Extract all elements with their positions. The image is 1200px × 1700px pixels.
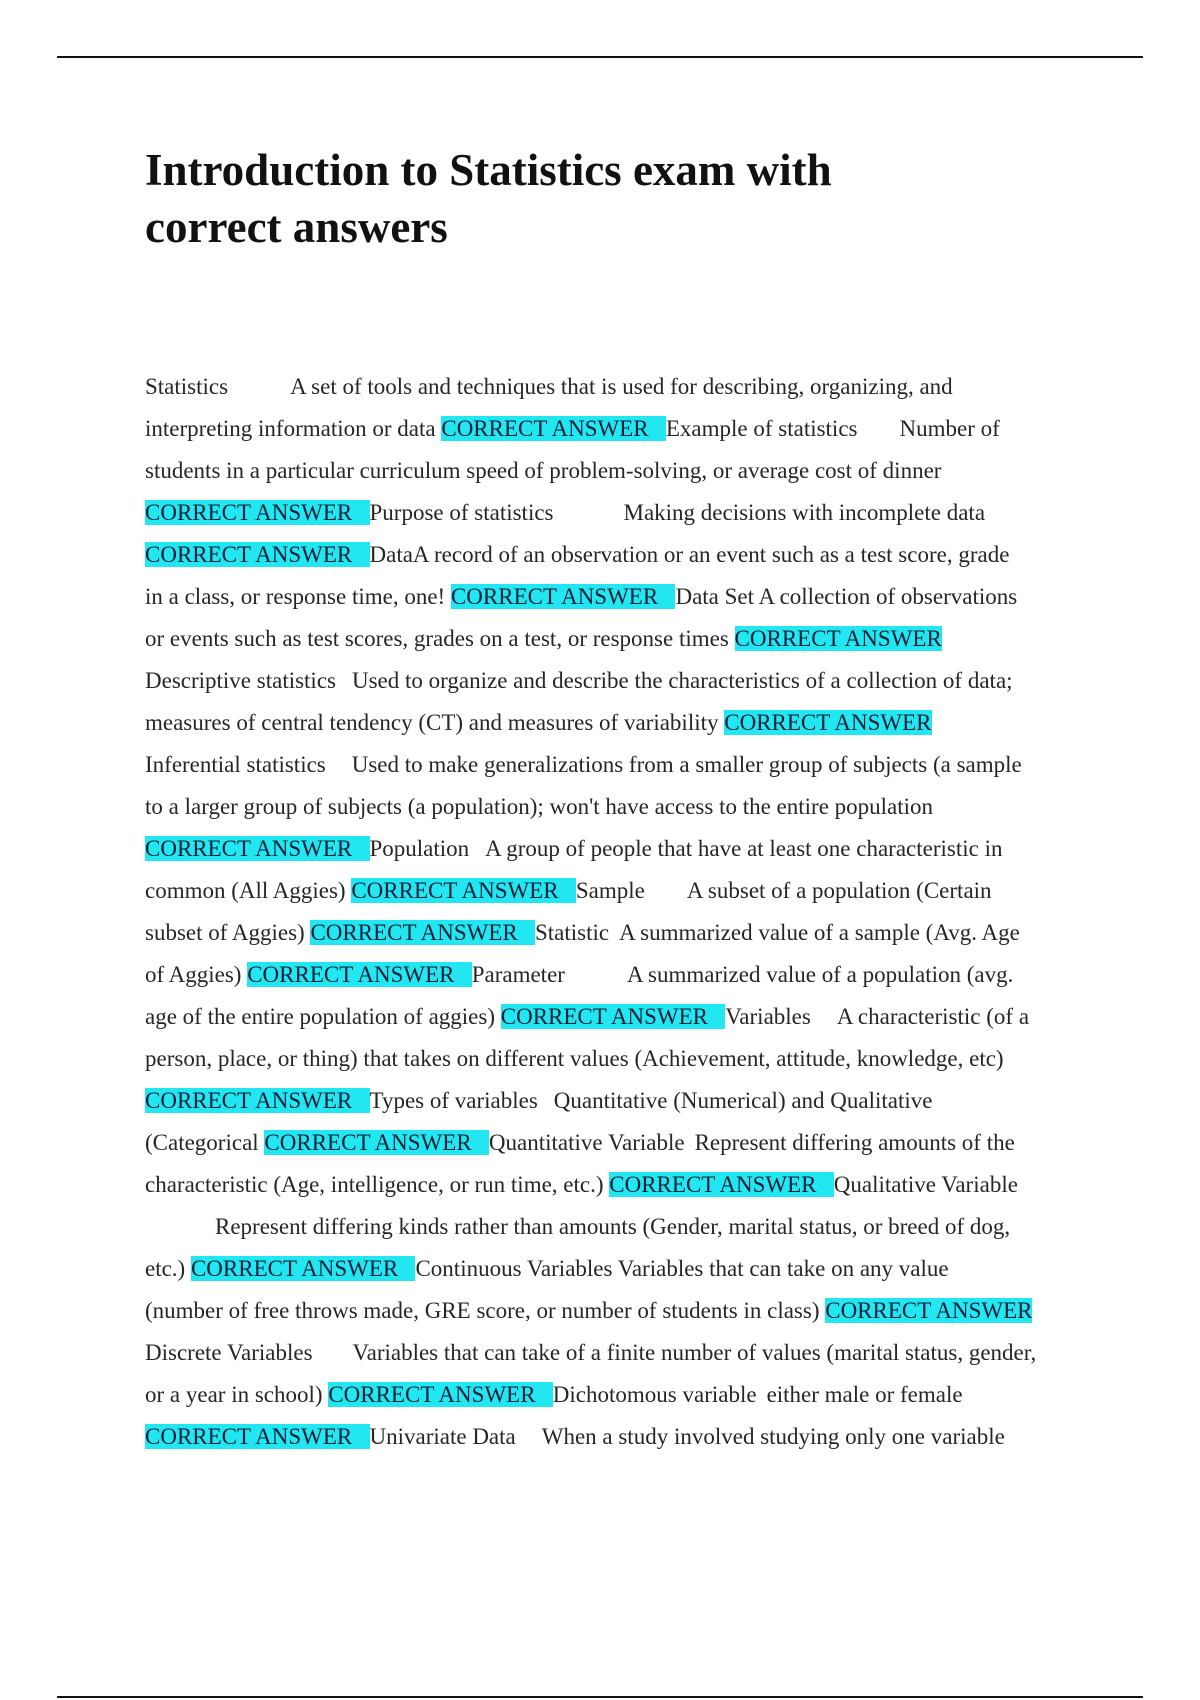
text-line — [145, 408, 1090, 450]
text-line — [145, 1416, 1090, 1458]
definition: (Categorical — [145, 1130, 265, 1155]
text-line — [145, 366, 1090, 408]
term: Sample — [575, 878, 645, 903]
definition: etc.) — [145, 1256, 191, 1281]
term: Population — [369, 836, 470, 861]
correct-answer-highlight: CORRECT ANSWER — [609, 1172, 834, 1197]
text-line — [145, 996, 1090, 1038]
definition: subset of Aggies) — [145, 920, 311, 945]
term: Descriptive statistics — [145, 668, 336, 693]
definition: students in a particular curriculum speed of problem-solving, or average cost of dinner — [145, 458, 942, 483]
correct-answer-highlight: CORRECT ANSWER — [734, 626, 942, 651]
definition: Represent differing kinds rather than amounts (Gender, marital status, or breed of dog, — [215, 1214, 1011, 1239]
definition: Represent differing amounts of the — [694, 1130, 1015, 1155]
text-line — [145, 618, 1090, 660]
term: Continuous Variables Variables that can take on any value — [415, 1256, 949, 1281]
text-line — [145, 1374, 1090, 1416]
definition: in a class, or response time, one! — [145, 584, 451, 609]
correct-answer-highlight: CORRECT ANSWER — [825, 1298, 1033, 1323]
definition: A subset of a population (Certain — [686, 878, 992, 903]
text-line — [145, 702, 1090, 744]
text-line — [145, 1080, 1090, 1122]
text-line — [145, 660, 1090, 702]
definition: (number of free throws made, GRE score, or number of students in class) — [145, 1298, 826, 1323]
term: Quantitative Variable — [488, 1130, 685, 1155]
title-line-2: correct answers — [145, 202, 448, 252]
definition: characteristic (Age, intelligence, or run time, etc.) — [145, 1172, 610, 1197]
text-line — [145, 576, 1090, 618]
correct-answer-highlight: CORRECT ANSWER — [145, 1088, 370, 1113]
definition: or events such as test scores, grades on a test, or response times — [145, 626, 735, 651]
definition: person, place, or thing) that takes on different values (Achievement, attitude, knowledge, etc) — [145, 1046, 1004, 1071]
definition: common (All Aggies) — [145, 878, 352, 903]
correct-answer-highlight: CORRECT ANSWER — [247, 962, 472, 987]
correct-answer-highlight: CORRECT ANSWER — [145, 542, 370, 567]
term: Statistics — [145, 374, 229, 399]
definition: to a larger group of subjects (a population); won't have access to the entire population — [145, 794, 934, 819]
text-line — [145, 1164, 1090, 1206]
definition: Used to make generalizations from a smaller group of subjects (a sample — [351, 752, 1022, 777]
correct-answer-highlight: CORRECT ANSWER — [501, 1004, 726, 1029]
text-line — [145, 828, 1090, 870]
definition: A group of people that have at least one characteristic in — [485, 836, 1003, 861]
text-line — [145, 1038, 1090, 1080]
term: Example of statistics — [665, 416, 858, 441]
correct-answer-highlight: CORRECT ANSWER — [441, 416, 666, 441]
correct-answer-highlight: CORRECT ANSWER — [310, 920, 535, 945]
definition: Quantitative (Numerical) and Qualitative — [553, 1088, 933, 1113]
term: Inferential statistics — [145, 752, 326, 777]
term: Purpose of statistics — [369, 500, 554, 525]
text-line — [145, 1332, 1090, 1374]
definition: A set of tools and techniques that is used for describing, organizing, and — [290, 374, 953, 399]
bottom-rule — [57, 1696, 1143, 1698]
document-title — [145, 142, 1045, 256]
definition: measures of central tendency (CT) and measures of variability — [145, 710, 725, 735]
definition: interpreting information or data — [145, 416, 442, 441]
correct-answer-highlight: CORRECT ANSWER — [145, 836, 370, 861]
title-line-1: Introduction to Statistics exam with — [145, 145, 832, 195]
correct-answer-highlight: CORRECT ANSWER — [145, 1424, 370, 1449]
text-line — [145, 1206, 1090, 1248]
correct-answer-highlight: CORRECT ANSWER — [145, 500, 370, 525]
definition: A summarized value of a population (avg. — [626, 962, 1014, 987]
definition: age of the entire population of aggies) — [145, 1004, 501, 1029]
correct-answer-highlight: CORRECT ANSWER — [328, 1382, 553, 1407]
correct-answer-highlight: CORRECT ANSWER — [351, 878, 576, 903]
correct-answer-highlight: CORRECT ANSWER — [451, 584, 676, 609]
text-line — [145, 786, 1090, 828]
text-line — [145, 492, 1090, 534]
definition: Used to organize and describe the characteristics of a collection of data; — [352, 668, 1013, 693]
document-body — [145, 366, 1090, 1458]
definition: either male or female — [766, 1382, 963, 1407]
definition: or a year in school) — [145, 1382, 329, 1407]
definition: Making decisions with incomplete data — [623, 500, 986, 525]
text-line — [145, 912, 1090, 954]
text-line — [145, 1122, 1090, 1164]
correct-answer-highlight: CORRECT ANSWER — [724, 710, 932, 735]
definition: of Aggies) — [145, 962, 248, 987]
term: Parameter — [471, 962, 565, 987]
term: Variables — [725, 1004, 811, 1029]
term: Univariate Data — [369, 1424, 516, 1449]
text-line — [145, 744, 1090, 786]
text-line — [145, 954, 1090, 996]
term: Data Set A collection of observations — [675, 584, 1018, 609]
top-rule — [57, 56, 1143, 58]
term: DataA record of an observation or an event such as a test score, grade — [369, 542, 1010, 567]
term: Types of variables — [369, 1088, 538, 1113]
correct-answer-highlight: CORRECT ANSWER — [264, 1130, 489, 1155]
text-line — [145, 450, 1090, 492]
definition: Variables that can take of a finite number of values (marital status, gender, — [352, 1340, 1037, 1365]
definition: Number of — [899, 416, 1000, 441]
correct-answer-highlight: CORRECT ANSWER — [191, 1256, 416, 1281]
term: Qualitative Variable — [833, 1172, 1018, 1197]
term: Discrete Variables — [145, 1340, 313, 1365]
text-line — [145, 1248, 1090, 1290]
definition: When a study involved studying only one variable — [541, 1424, 1005, 1449]
term: Dichotomous variable — [552, 1382, 757, 1407]
definition: A summarized value of a sample (Avg. Age — [619, 920, 1020, 945]
term: Statistic — [534, 920, 610, 945]
text-line — [145, 1290, 1090, 1332]
text-line — [145, 870, 1090, 912]
definition: A characteristic (of a — [836, 1004, 1030, 1029]
text-line — [145, 534, 1090, 576]
